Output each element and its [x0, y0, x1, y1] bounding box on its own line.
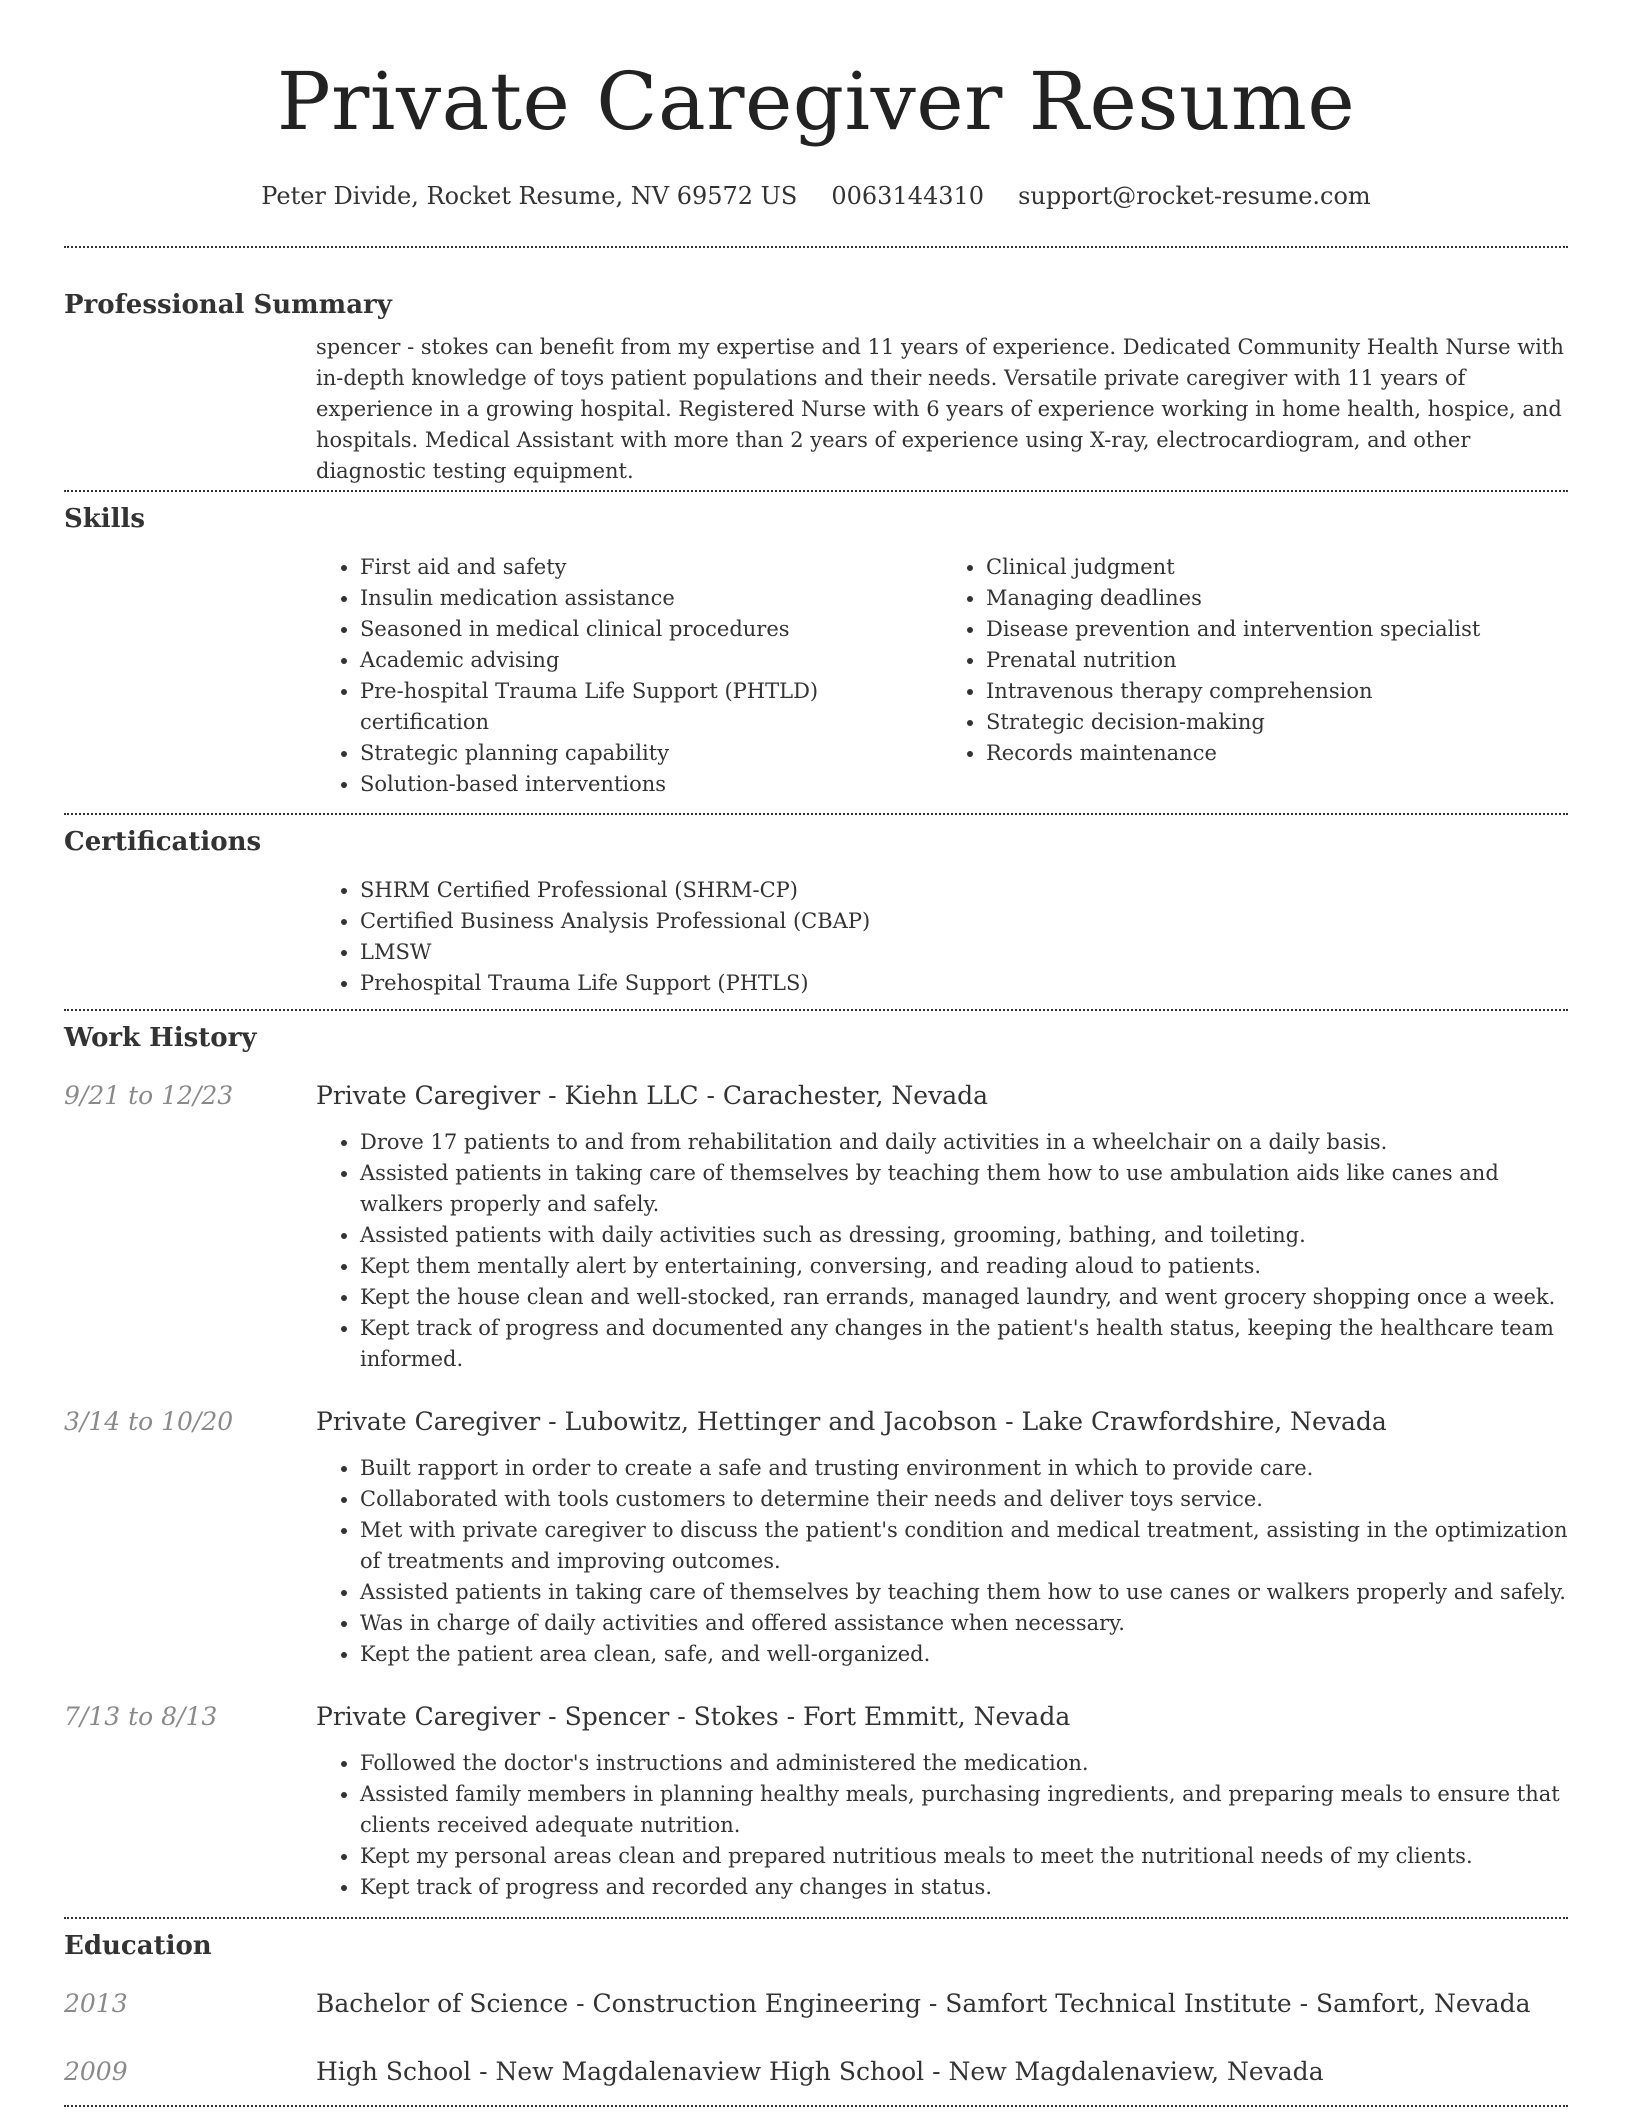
job-bullet-list: [316, 1748, 1568, 1903]
skill-item: • Academic advising: [360, 645, 942, 676]
section-title-work: Work History: [64, 1023, 257, 1053]
skill-item: • Disease prevention and intervention specialist: [986, 614, 1568, 645]
skills-list-right: [942, 552, 1568, 800]
skill-item: • Pre-hospital Trauma Life Support (PHTLD) certification: [360, 676, 942, 738]
job-bullet: • Assisted patients in taking care of themselves by teaching them how to use canes or walkers properly and safely.: [360, 1577, 1568, 1608]
skill-item: • Strategic decision-making: [986, 707, 1568, 738]
job-bullets: [316, 1453, 1568, 1670]
job-bullet: • Followed the doctor's instructions and administered the medication.: [360, 1748, 1568, 1779]
job-bullets: [316, 1127, 1568, 1375]
education-entry: [64, 2055, 1568, 2089]
resume-title: Private Caregiver Resume: [276, 55, 1356, 148]
job-bullet: • Was in charge of daily activities and offered assistance when necessary.: [360, 1608, 1568, 1639]
job-bullet: • Kept them mentally alert by entertaining, conversing, and reading aloud to patients.: [360, 1251, 1568, 1282]
skills-section: [0, 492, 1632, 800]
skill-item: • Prenatal nutrition: [986, 645, 1568, 676]
skill-item: • Clinical judgment: [986, 552, 1568, 583]
education-text: Bachelor of Science - Construction Engineering - Samfort Technical Institute - Samfort, Nevada: [316, 1989, 1531, 2018]
job-bullet-list: [316, 1453, 1568, 1670]
job-bullet: • Assisted patients with daily activities such as dressing, grooming, bathing, and toileting.: [360, 1220, 1568, 1251]
education-date: 2009: [64, 2057, 128, 2086]
skill-item: • Seasoned in medical clinical procedures: [360, 614, 942, 645]
job-date: 3/14 to 10/20: [64, 1407, 234, 1436]
job-bullet: • Met with private caregiver to discuss the patient's condition and medical treatment, assisting in the optimization of treatments and improving outcomes.: [360, 1515, 1568, 1577]
contact-address: Peter Divide, Rocket Resume, NV 69572 US: [261, 182, 798, 210]
skills-list-left: [316, 552, 942, 800]
skill-item: • First aid and safety: [360, 552, 942, 583]
contact-email: support@rocket-resume.com: [1018, 182, 1371, 210]
job-entry: [64, 1079, 1568, 1113]
divider: [64, 2105, 1568, 2107]
job-date: 7/13 to 8/13: [64, 1702, 218, 1731]
certification-item: • Prehospital Trauma Life Support (PHTLS): [360, 968, 1568, 999]
education-entry: [64, 1987, 1568, 2021]
job-bullets: [316, 1748, 1568, 1903]
job-bullet: • Built rapport in order to create a safe and trusting environment in which to provide care.: [360, 1453, 1568, 1484]
certification-item: • Certified Business Analysis Professional (CBAP): [360, 906, 1568, 937]
job-bullet: • Drove 17 patients to and from rehabilitation and daily activities in a wheelchair on a daily basis.: [360, 1127, 1568, 1158]
skills-grid: [316, 552, 1568, 800]
job-bullet: • Collaborated with tools customers to determine their needs and deliver toys service.: [360, 1484, 1568, 1515]
section-title-summary: Professional Summary: [64, 290, 392, 320]
job-title: Private Caregiver - Lubowitz, Hettinger and Jacobson - Lake Crawfordshire, Nevada: [316, 1407, 1387, 1436]
job-bullet: • Kept my personal areas clean and prepared nutritious meals to meet the nutritional needs of my clients.: [360, 1841, 1568, 1872]
summary-section: [0, 248, 1632, 487]
skill-item: • Records maintenance: [986, 738, 1568, 769]
job-entry: [64, 1405, 1568, 1439]
job-bullet: • Kept the house clean and well-stocked, ran errands, managed laundry, and went grocery shopping once a week.: [360, 1282, 1568, 1313]
skill-item: • Managing deadlines: [986, 583, 1568, 614]
contact-line: [0, 182, 1632, 210]
education-text: High School - New Magdalenaview High School - New Magdalenaview, Nevada: [316, 2057, 1324, 2086]
skill-item: • Solution-based interventions: [360, 769, 942, 800]
job-bullet: • Kept track of progress and recorded any changes in status.: [360, 1872, 1568, 1903]
section-title-certifications: Certifications: [64, 827, 262, 857]
skill-item: • Insulin medication assistance: [360, 583, 942, 614]
job-bullet-list: [316, 1127, 1568, 1375]
skill-item: • Intravenous therapy comprehension: [986, 676, 1568, 707]
job-entry: [64, 1700, 1568, 1734]
job-title: Private Caregiver - Spencer - Stokes - Fort Emmitt, Nevada: [316, 1702, 1071, 1731]
summary-text: spencer - stokes can benefit from my expertise and 11 years of experience. Dedicated Community Health Nurse with in-depth knowledge of toys patient populations and their needs. Versatile private caregiver with 11 years of experience in a growing hospital. Registered Nurse with 6 years of experience working in home health, hospice, and hospitals. Medical Assistant with more than 2 years of experience using X-ray, electrocardiogram, and other diagnostic testing equipment.: [316, 335, 1564, 483]
job-bullet: • Assisted patients in taking care of themselves by teaching them how to use ambulation aids like canes and walkers properly and safely.: [360, 1158, 1568, 1220]
certifications-section: [0, 815, 1632, 999]
job-title: Private Caregiver - Kiehn LLC - Carachester, Nevada: [316, 1081, 989, 1110]
certification-item: • LMSW: [360, 937, 1568, 968]
job-bullet: • Assisted family members in planning healthy meals, purchasing ingredients, and preparing meals to ensure that clients received adequate nutrition.: [360, 1779, 1568, 1841]
job-bullet: • Kept the patient area clean, safe, and well-organized.: [360, 1639, 1568, 1670]
certifications-list: [316, 875, 1568, 999]
skill-item: • Strategic planning capability: [360, 738, 942, 769]
section-title-skills: Skills: [64, 504, 146, 534]
certification-item: • SHRM Certified Professional (SHRM-CP): [360, 875, 1568, 906]
education-section: [0, 1919, 1632, 2089]
job-bullet: • Kept track of progress and documented any changes in the patient's health status, keeping the healthcare team informed.: [360, 1313, 1568, 1375]
certifications-block: [316, 875, 1568, 999]
job-date: 9/21 to 12/23: [64, 1081, 234, 1110]
work-section: [0, 1011, 1632, 1903]
contact-phone: 0063144310: [831, 182, 985, 210]
education-date: 2013: [64, 1989, 128, 2018]
section-title-education: Education: [64, 1931, 212, 1961]
